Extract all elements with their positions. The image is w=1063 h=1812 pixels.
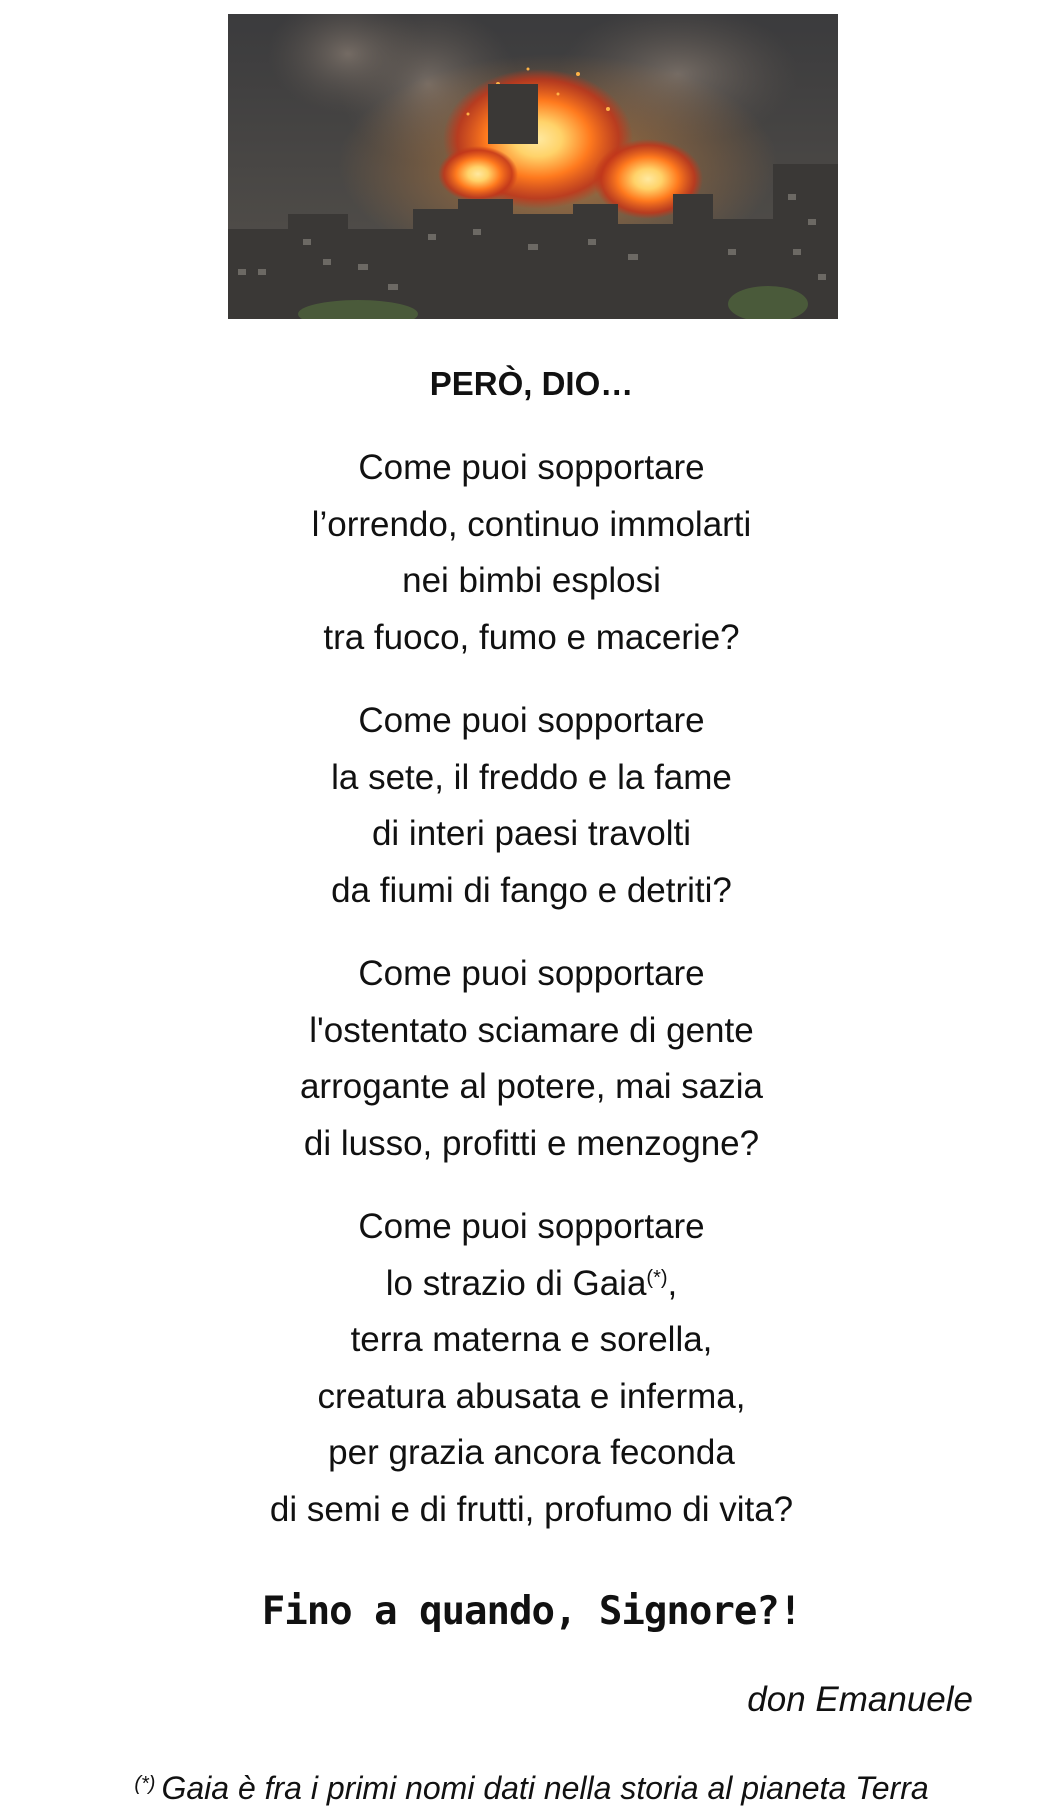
footnote [0, 1765, 1063, 1811]
poem-title: PERÒ, DIO… [429, 365, 634, 402]
poem-line: nei bimbi esplosi [402, 561, 661, 600]
poem-line: creatura abusata e inferma, [317, 1376, 746, 1416]
poem-line-with-footnote [0, 1256, 1063, 1313]
poem-line: tra fuoco, fumo e macerie? [323, 617, 740, 657]
explosion-photo [228, 14, 838, 319]
poem-line-text: lo strazio di Gaia [385, 1263, 647, 1303]
poem-line: terra materna e sorella, [350, 1320, 713, 1359]
poem-line: Come puoi sopportare [358, 701, 705, 740]
poem-line: per grazia ancora feconda [328, 1433, 735, 1472]
stanza-3 [0, 946, 1063, 1172]
footnote-marker: (*) [134, 1773, 156, 1795]
poem-line: l'ostentato sciamare di gente [309, 1010, 754, 1050]
footnote-text: Gaia è fra i primi nomi dati nella storia al pianeta Terra [161, 1770, 929, 1806]
poem-body [0, 440, 1063, 1565]
poem-line: di semi e di frutti, profumo di vita? [269, 1489, 794, 1529]
poem-line-comma: , [667, 1263, 678, 1303]
signature: don Emanuele [747, 1680, 973, 1719]
poem-line: di interi paesi travolti [371, 814, 692, 853]
poem-line: arrogante al potere, mai sazia [299, 1067, 764, 1106]
stanza-1 [0, 440, 1063, 666]
poem-line: la sete, il freddo e la fame [331, 757, 732, 797]
poem-line: di lusso, profitti e menzogne? [303, 1123, 760, 1163]
poem-line: l’orrendo, continuo immolarti [311, 504, 752, 544]
poem-line: da fiumi di fango e detriti? [331, 870, 732, 910]
poem-line: Come puoi sopportare [358, 1207, 705, 1246]
closing-line: Fino a quando, Signore?! [261, 1589, 802, 1634]
stanza-4 [0, 1199, 1063, 1538]
poem-line: Come puoi sopportare [358, 954, 705, 993]
footnote-marker: (*) [646, 1266, 668, 1289]
poem-line: Come puoi sopportare [358, 448, 705, 487]
stanza-2 [0, 693, 1063, 919]
